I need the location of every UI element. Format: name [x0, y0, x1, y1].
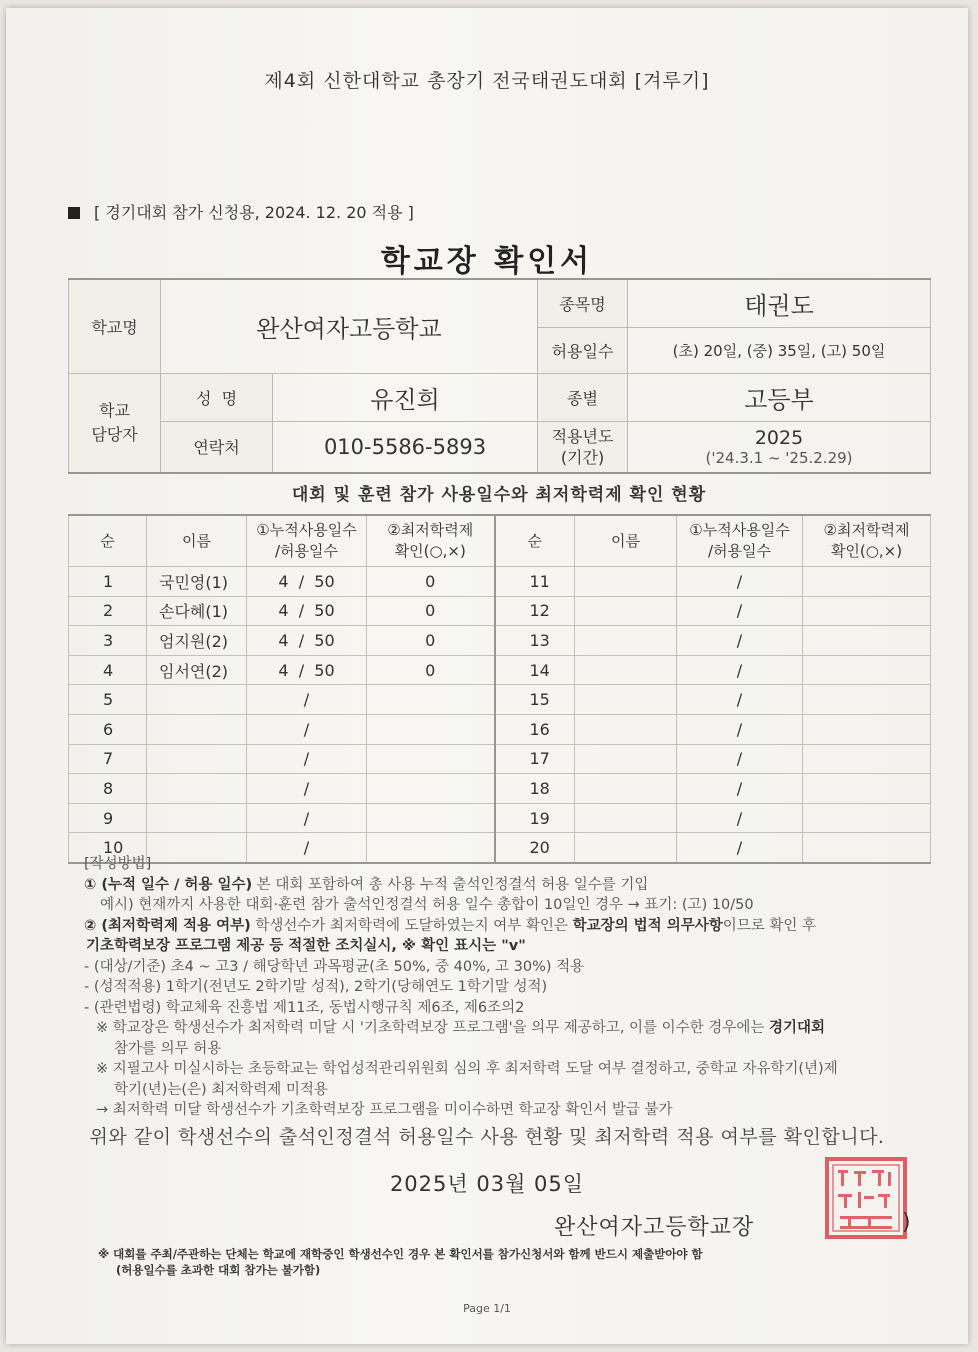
col-min-header: ②최저학력제 확인(○,×) [367, 515, 495, 567]
col-days-header: ①누적사용일수 /허용일수 [677, 515, 803, 567]
note-3: - (대상/기준) 초4 ~ 고3 / 해당학년 과목평균(초 50%, 중 40%, 고 30%) 적용 [84, 958, 585, 975]
allowed-days-value: (초) 20일, (중) 35일, (고) 50일 [628, 327, 931, 373]
note-6 [84, 1018, 934, 1039]
athlete-name: 임서연(2) [147, 655, 247, 685]
col-days-header: ①누적사용일수 /허용일수 [247, 515, 367, 567]
year-value: 2025 [754, 426, 804, 449]
row-number: 13 [495, 626, 575, 656]
min-academic-check [803, 744, 931, 774]
min-academic-check [803, 596, 931, 626]
col-name-header: 이름 [147, 515, 247, 567]
col-min-header: ②최저학력제 확인(○,×) [803, 515, 931, 567]
year-label: 적용년도 (기간) [538, 421, 628, 473]
principal-name: 완산여자고등학교장 [554, 1215, 755, 1240]
row-number: 7 [69, 744, 147, 774]
manager-name-label: 성 명 [161, 373, 273, 421]
athlete-name [147, 774, 247, 804]
note-6-emphasis: 경기대회 [768, 1020, 825, 1036]
min-academic-check [803, 567, 931, 597]
confirmation-statement: 위와 같이 학생선수의 출석인정결석 허용일수 사용 현황 및 최저학력 적용 여부를 확인합니다. [89, 1126, 885, 1148]
row-number: 20 [495, 833, 575, 863]
school-info-table [68, 278, 931, 474]
category-value: 고등부 [628, 373, 931, 421]
min-academic-check [803, 714, 931, 744]
row-number: 19 [495, 803, 575, 833]
instructions-title: [작성방법] [84, 856, 152, 872]
min-academic-check [803, 655, 931, 685]
document-sheet [6, 8, 968, 1344]
row-number: 5 [69, 685, 147, 715]
status-section-title: 대회 및 훈련 참가 사용일수와 최저학력제 확인 현황 [291, 485, 707, 505]
min-academic-check [803, 774, 931, 804]
row-number: 9 [69, 803, 147, 833]
table-row [69, 774, 931, 804]
athlete-name [575, 744, 677, 774]
athlete-name [575, 714, 677, 744]
used-allowed-days: / [677, 655, 803, 685]
col-name-header: 이름 [575, 515, 677, 567]
note-1-text: 본 대회 포함하여 총 사용 누적 출석인정결석 허용 일수를 기입 [252, 876, 649, 893]
athlete-name [147, 714, 247, 744]
athlete-name [575, 803, 677, 833]
note-7-line2: 학기(년)는(은) 최저학력제 미적용 [114, 1081, 328, 1098]
contact-label: 연락처 [161, 421, 273, 473]
tournament-title: 제4회 신한대학교 총장기 전국태권도대회 [겨루기] [264, 70, 710, 92]
used-allowed-days: 4 / 50 [247, 596, 367, 626]
row-number: 17 [495, 744, 575, 774]
table-row [69, 655, 931, 685]
note-7: ※ 지필고사 미실시하는 초등학교는 학업성적관리위원회 심의 후 최저학력 도달 여부 결정하고, 중학교 자유학기(년)제 [96, 1061, 838, 1077]
document-title: 학교장 확인서 [380, 244, 594, 279]
row-number: 16 [495, 714, 575, 744]
min-academic-check: 0 [367, 596, 495, 626]
athlete-name: 손다혜(1) [147, 596, 247, 626]
square-bullet-icon [68, 207, 80, 219]
athlete-status-table [68, 514, 931, 864]
min-academic-check [803, 626, 931, 656]
note-2-line2: 기초학력보장 프로그램 제공 등 적절한 조치실시, ※ 확인 표시는 "v" [86, 938, 526, 954]
athlete-name [575, 655, 677, 685]
used-allowed-days: / [677, 833, 803, 863]
year-cell [628, 421, 931, 473]
note-6-text: ※ 학교장은 학생선수가 최저학력 미달 시 '기초학력보장 프로그램'을 의무 제공하고, 이를 이수한 경우에는 [96, 1020, 769, 1036]
used-allowed-days: / [677, 774, 803, 804]
min-academic-check [367, 744, 495, 774]
form-version-label [68, 200, 414, 223]
note-2-heading: ② (최저학력제 적용 여부) [84, 917, 251, 934]
min-academic-check [367, 774, 495, 804]
table-row [69, 714, 931, 744]
contact-value: 010-5586-5893 [273, 421, 538, 473]
note-1-example: 예시) 현재까지 사용한 대회·훈련 참가 출석인정결석 허용 일수 총합이 10일인 경우 → 표기: (고) 10/50 [100, 897, 754, 913]
used-allowed-days: / [677, 685, 803, 715]
athlete-name [575, 596, 677, 626]
note-1-heading: ① (누적 일수 / 허용 일수) [84, 876, 253, 893]
row-number: 6 [69, 714, 147, 744]
row-number: 12 [495, 596, 575, 626]
row-number: 8 [69, 774, 147, 804]
event-value: 태권도 [628, 279, 931, 327]
table-row [69, 685, 931, 715]
allowed-days-label: 허용일수 [538, 327, 628, 373]
table-row [69, 744, 931, 774]
school-name-value: 완산여자고등학교 [161, 279, 538, 373]
row-number: 15 [495, 685, 575, 715]
footer-line-2: (허용일수를 초과한 대회 참가는 불가함) [116, 1263, 321, 1277]
form-version-text: [ 경기대회 참가 신청용, 2024. 12. 20 적용 ] [94, 203, 414, 222]
note-2 [84, 916, 934, 937]
note-2-emphasis: 학교장의 법적 의무사항 [572, 917, 723, 934]
used-allowed-days: / [247, 833, 367, 863]
col-no-header: 순 [495, 515, 575, 567]
athlete-name [575, 626, 677, 656]
min-academic-check: 0 [367, 626, 495, 656]
min-academic-check [367, 803, 495, 833]
used-allowed-days: / [247, 685, 367, 715]
issue-date: 2025년 03월 05일 [389, 1172, 585, 1196]
manager-name-value: 유진희 [273, 373, 538, 421]
used-allowed-days: / [677, 744, 803, 774]
athlete-name: 엄지원(2) [147, 626, 247, 656]
note-2-text-c: 이므로 확인 후 [722, 917, 816, 934]
row-number: 2 [69, 596, 147, 626]
athlete-name [575, 567, 677, 597]
official-seal-stamp [824, 1156, 908, 1240]
footer-note [98, 1246, 918, 1278]
used-allowed-days: / [677, 714, 803, 744]
used-allowed-days: / [677, 567, 803, 597]
used-allowed-days: / [247, 714, 367, 744]
used-allowed-days: / [677, 596, 803, 626]
row-number: 11 [495, 567, 575, 597]
page-number: Page 1/1 [463, 1302, 511, 1315]
min-academic-check: 0 [367, 655, 495, 685]
used-allowed-days: 4 / 50 [247, 567, 367, 597]
table-row [69, 803, 931, 833]
status-header-row [69, 515, 931, 567]
signature-parenthesis: ) [902, 1210, 911, 1235]
athlete-name [147, 803, 247, 833]
note-6-line2: 참가를 의무 허용 [114, 1040, 222, 1057]
table-row [69, 596, 931, 626]
note-8: → 최저학력 미달 학생선수가 기초학력보장 프로그램을 미이수하면 학교장 확인서 발급 불가 [96, 1102, 673, 1118]
athlete-name [575, 774, 677, 804]
table-row [69, 567, 931, 597]
used-allowed-days: 4 / 50 [247, 655, 367, 685]
row-number: 4 [69, 655, 147, 685]
row-number: 3 [69, 626, 147, 656]
used-allowed-days: / [677, 626, 803, 656]
note-1 [84, 875, 934, 896]
row-number: 18 [495, 774, 575, 804]
used-allowed-days: / [247, 774, 367, 804]
athlete-name [575, 685, 677, 715]
used-allowed-days: / [247, 803, 367, 833]
school-manager-label: 학교 담당자 [69, 373, 161, 473]
school-name-label: 학교명 [69, 279, 161, 373]
col-no-header: 순 [69, 515, 147, 567]
note-5: - (관련법령) 학교체육 진흥법 제11조, 동법시행규칙 제6조, 제6조의2 [84, 999, 525, 1016]
athlete-name [147, 685, 247, 715]
min-academic-check [367, 685, 495, 715]
row-number: 10 [69, 833, 147, 863]
used-allowed-days: / [247, 744, 367, 774]
instructions [84, 854, 934, 1121]
used-allowed-days: 4 / 50 [247, 626, 367, 656]
year-period: ('24.3.1 ~ '25.2.29) [705, 448, 853, 467]
min-academic-check: 0 [367, 567, 495, 597]
used-allowed-days: / [677, 803, 803, 833]
footer-line-1: ※ 대회를 주최/주관하는 단체는 학교에 재학중인 학생선수인 경우 본 확인서를 참가신청서와 함께 반드시 제출받아야 함 [98, 1247, 703, 1261]
note-2-text-a: 학생선수가 최저학력에 도달하였는지 여부 확인은 [250, 917, 573, 934]
category-label: 종별 [538, 373, 628, 421]
athlete-name [147, 744, 247, 774]
note-4: - (성적적용) 1학기(전년도 2학기말 성적), 2학기(당해연도 1학기말 성적) [84, 979, 548, 995]
row-number: 1 [69, 567, 147, 597]
row-number: 14 [495, 655, 575, 685]
table-row [69, 626, 931, 656]
min-academic-check [803, 685, 931, 715]
event-label: 종목명 [538, 279, 628, 327]
min-academic-check [803, 803, 931, 833]
min-academic-check [367, 714, 495, 744]
athlete-name: 국민영(1) [147, 567, 247, 597]
